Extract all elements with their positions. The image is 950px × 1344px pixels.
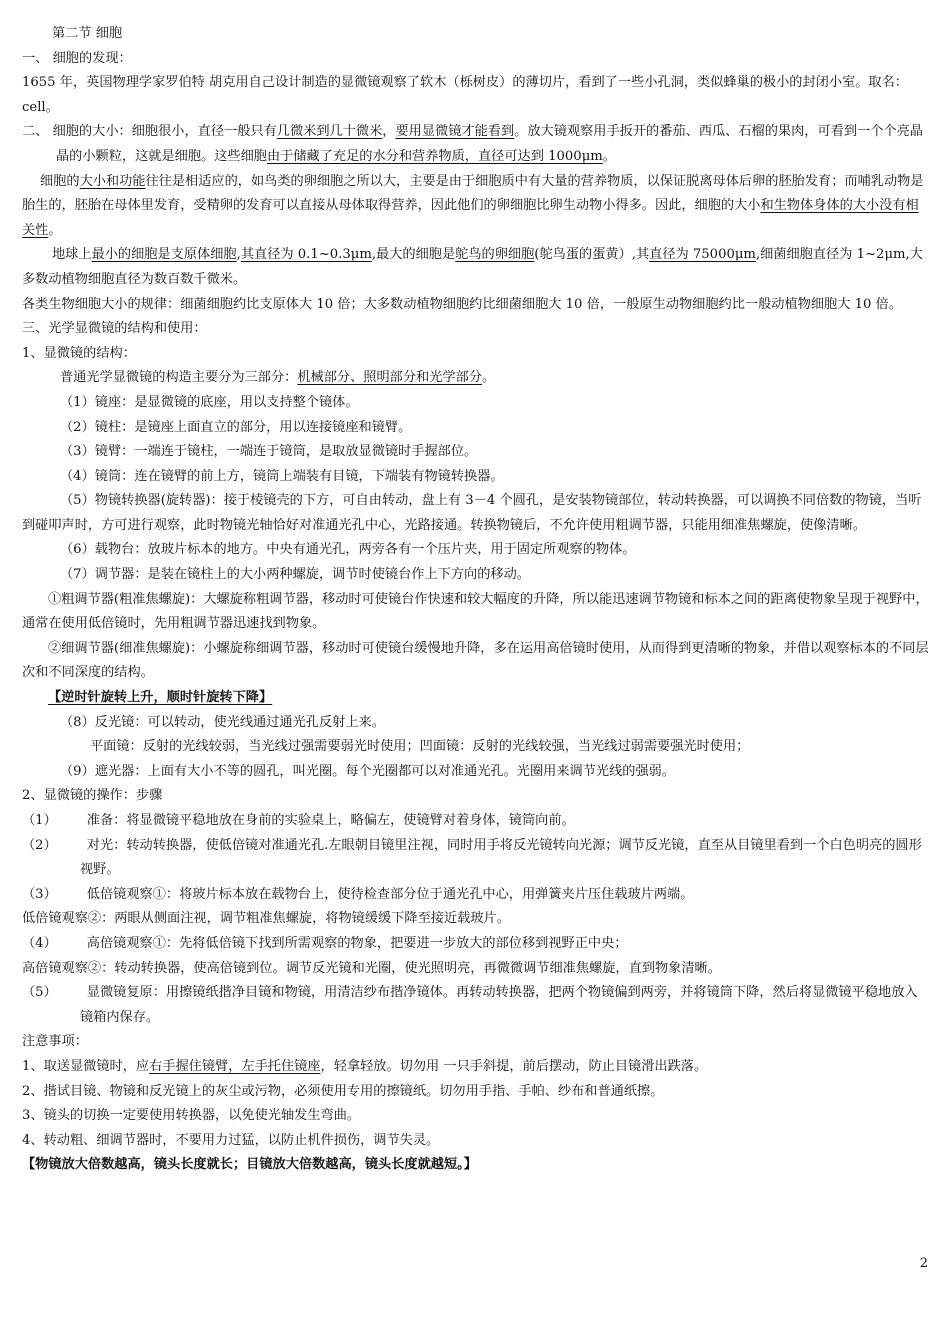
p4-underline-3: 鸵鸟的卵细胞 (455, 247, 535, 263)
part-6: （6）载物台：放玻片标本的地方。中央有通光孔，两旁各有一个压片夹，用于固定所观察的物体。 (60, 542, 636, 558)
note-1-text-b: ，轻拿轻放。切勿用 一只手斜提，前后摆动，防止目镜滑出跌落。 (320, 1058, 708, 1074)
fine-adjuster: ②细调节器(细准焦螺旋)：小螺旋称细调节器，移动时可使镜台缓慢地升降，多在运用高倍镜时使用，从而得到更清晰的物象，并借以观察标本的不同层次和不同深度的结构。 (22, 640, 929, 681)
structure-text-a: 普通光学显微镜的构造主要分为三部分： (60, 370, 298, 386)
p3-underline-1: 大小和功能 (79, 173, 146, 189)
s2-text-d: 。 (602, 148, 616, 164)
step-1-num: （1） (22, 813, 57, 828)
s2-underline-3: 由于储藏了充足的水分和营养物质，直径可达到 1000μm (267, 148, 603, 164)
mirror-types: 平面镜：反射的光线较弱，当光线过强需要弱光时使用；凹面镜：反射的光线较强，当光线过弱需要强光时使用； (90, 739, 750, 755)
step-3-num: （3） (22, 886, 57, 902)
page-number: 2 (919, 1256, 928, 1271)
notes-heading: 注意事项： (22, 1034, 88, 1050)
p4-text-c: ,最大的细胞是 (371, 247, 456, 263)
p4-underline-4: 直径为 75000μm (649, 247, 756, 263)
final-note: 【物镜放大倍数越高，镜头长度就长；目镜放大倍数越高，镜头长度就越短。】 (22, 1157, 477, 1173)
s2-text-c: 。放大镜观察用手扳开的番茄、西瓜、石榴的果肉，可看到一个个亮晶晶的小颗粒，这就是细胞。这些细胞 (56, 124, 923, 164)
p3-underline-2: 和生物体身体的大小没有相关性 (22, 198, 919, 238)
rotate-note (22, 686, 930, 711)
structure-line (22, 366, 930, 391)
p4-underline-1: 最小的细胞是支原体细胞 (91, 247, 237, 263)
p4-text-b: , (236, 247, 241, 263)
note-1-underline-1: 右手握住镜臂， (149, 1058, 242, 1074)
part-5: （5）物镜转换器(旋转器)：接于棱镜壳的下方，可自由转动，盘上有 3－4 个圆孔，是安装物镜部位，转动转换器，可以调换不同倍数的物镜，当听到碰叩声时，方可进行观察，此时物镜光轴恰好对准通光孔中心，光路接通。转换物镜后，不允许使用粗调节器，只能用细准焦螺旋，使像清晰。 (22, 493, 922, 533)
step-1-text: 准备：将显微镜平稳地放在身前的实验桌上，略偏左，使镜臂对着身体，镜筒向前。 (86, 813, 575, 828)
structure-underline: 机械部分、照明部分和光学部分 (297, 370, 482, 386)
p3-text-c: 。 (48, 222, 62, 238)
step-2-text: 对光：转动转换器，使低倍镜对准通光孔.左眼朝目镜里注视，同时用手将反光镜转向光源；调节反光镜，直至从目镜里看到一个白色明亮的圆形视野。 (80, 837, 922, 878)
part-3: （3）镜臂：一端连于镜柱，一端连于镜筒，是取放显微镜时手握部位。 (60, 444, 478, 460)
p3-text-b: 往往是相适应的，如鸟类的卵细胞之所以大，主要是由于细胞质中有大量的营养物质，以保证脱离母体后卵的胚胎发育；而哺乳动物是胎生的，胚胎在母体里发育，受精卵的发育可以直接从母体取得营养，因此他们的卵细胞比卵生动物小得多。因此，细胞的大小 (22, 173, 924, 214)
s2-text-b: ， (382, 124, 396, 140)
p3-paragraph (22, 170, 930, 244)
document-page (22, 22, 930, 1178)
step-1 (22, 809, 930, 834)
s3-1-heading: 1、显微镜的结构： (22, 345, 136, 361)
note-1 (22, 1055, 930, 1080)
p4-underline-2: 其直径为 0.1~0.3μm (240, 247, 372, 263)
s2-underline-2: 要用显微镜才能看到 (395, 124, 515, 140)
s2-underline-1: 几微米到几十微米 (276, 124, 383, 140)
structure-text-b: 。 (482, 370, 496, 386)
step-4-text: 高倍镜观察①：先将低倍镜下找到所需观察的物象，把要进一步放大的部位移到视野正中央； (86, 935, 628, 951)
step-3-text: 低倍镜观察①：将玻片标本放在载物台上，使待检查部分位于通光孔中心，用弹簧夹片压住载玻片两端。 (86, 886, 694, 902)
p5-paragraph: 各类生物细胞大小的规律：细菌细胞约比支原体大 10 倍；大多数动植物细胞约比细菌细胞大 10 倍，一般原生动物细胞约比一般动植物细胞大 10 倍。 (22, 296, 902, 312)
p4-text-e: ,细菌细胞直径为 1~2μm,大多数动植物细胞直径为数百数千微米。 (22, 247, 923, 287)
step-5 (22, 981, 930, 1030)
s3-heading: 三、光学显微镜的结构和使用： (22, 321, 207, 337)
step-5-text: 显微镜复原：用擦镜纸揩净目镜和物镜，用清洁纱布揩净镜体。再转动转换器，把两个物镜偏到两旁，并将镜筒下降，然后将显微镜平稳地放入镜箱内保存。 (80, 985, 918, 1025)
p4-text-a: 地球上 (52, 247, 92, 263)
part-7: （7）调节器：是装在镜柱上的大小两种螺旋，调节时使镜台作上下方向的移动。 (60, 567, 530, 583)
s2-paragraph (22, 120, 930, 169)
s3-2-heading: 2、显微镜的操作：步骤 (22, 788, 163, 804)
step-2-num: （2） (22, 837, 57, 853)
part-8: （8）反光镜：可以转动，使光线通过通光孔反射上来。 (60, 714, 385, 730)
coarse-adjuster: ①粗调节器(粗准焦螺旋)：大螺旋称粗调节器，移动时可使镜台作快速和较大幅度的升降，所以能迅速调节物镜和标本之间的距离使物象呈现于视野中，通常在使用低倍镜时，先用粗调节器迅速找到物象。 (22, 591, 929, 632)
s1-heading: 一、 细胞的发现： (22, 50, 132, 66)
p4-text-d: (鸵鸟蛋的蛋黄）,其 (534, 247, 650, 263)
step-5-num: （5） (22, 985, 57, 1001)
rotate-note-text: 【逆时针旋转上升，顺时针旋转下降】 (48, 690, 273, 706)
section-title: 第二节 细胞 (52, 26, 123, 41)
note-1-underline-2: 左手托住镜座 (241, 1058, 321, 1074)
s1-paragraph: 1655 年，英国物理学家罗伯特 胡克用自己设计制造的显微镜观察了软木（栎树皮）的薄切片，看到了一些小孔洞，类似蜂巢的极小的封闭小室。取名：cell。 (22, 75, 908, 115)
part-9: （9）遮光器：上面有大小不等的圆孔，叫光圈。每个光圈都可以对准通光孔。光圈用来调节光线的强弱。 (60, 763, 676, 779)
note-4: 4、转动粗、细调节器时，不要用力过猛，以防止机件损伤，调节失灵。 (22, 1132, 440, 1148)
step-3-b: 低倍镜观察②：两眼从侧面注视，调节粗准焦螺旋，将物镜缓缓下降至接近载玻片。 (22, 911, 510, 927)
note-2: 2、揩试目镜、物镜和反光镜上的灰尘或污物，必须使用专用的擦镜纸。切勿用手指、手帕、纱布和普通纸擦。 (22, 1083, 664, 1099)
note-3: 3、镜头的切换一定要使用转换器，以免使光轴发生弯曲。 (22, 1108, 361, 1124)
step-4-num: （4） (22, 935, 57, 951)
step-4 (22, 932, 930, 957)
part-4: （4）镜筒：连在镜臂的前上方，镜筒上端装有目镜，下端装有物镜转换器。 (60, 468, 504, 484)
p4-paragraph (22, 243, 930, 292)
part-1: （1）镜座：是显微镜的底座，用以支持整个镜体。 (60, 394, 359, 410)
step-3 (22, 883, 930, 908)
s2-text-a: 二、 细胞的大小：细胞很小，直径一般只有 (22, 124, 277, 140)
part-2: （2）镜柱：是镜座上面直立的部分，用以连接镜座和镜臂。 (60, 419, 412, 435)
p3-text-a: 细胞的 (40, 173, 80, 189)
note-1-text-a: 1、取送显微镜时，应 (22, 1058, 150, 1074)
step-4-b: 高倍镜观察②：转动转换器，使高倍镜到位。调节反光镜和光圈，使光照明亮，再微微调节细准焦螺旋，直到物象清晰。 (22, 960, 721, 976)
step-2 (22, 834, 930, 883)
